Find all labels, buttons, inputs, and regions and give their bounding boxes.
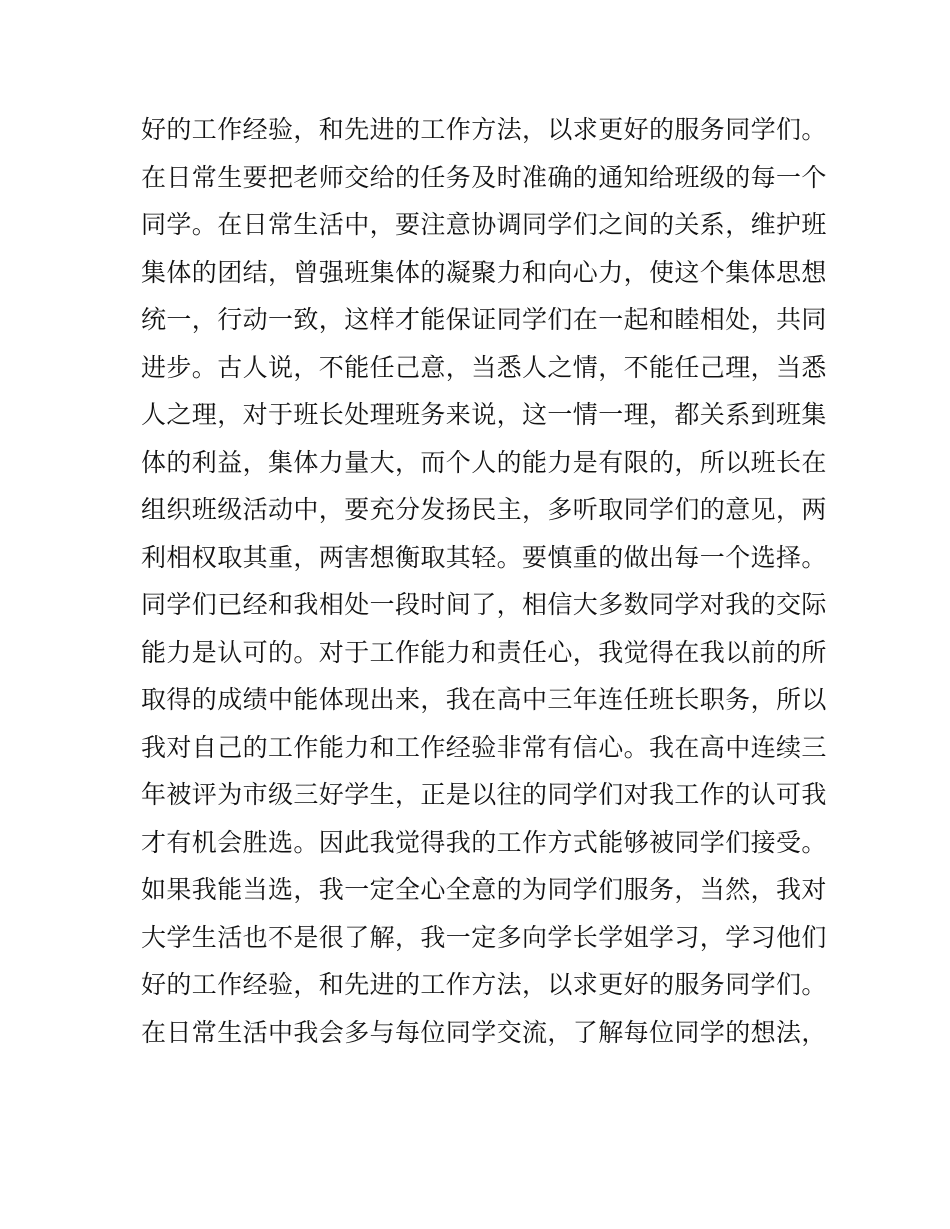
text-line: 体的利益，集体力量大，而个人的能力是有限的，所以班长在 — [141, 447, 827, 477]
text-line: 能力是认可的。对于工作能力和责任心，我觉得在我以前的所 — [141, 637, 827, 667]
text-line: 我对自己的工作能力和工作经验非常有信心。我在高中连续三 — [141, 732, 827, 762]
text-line: 取得的成绩中能体现出来，我在高中三年连任班长职务，所以 — [141, 685, 827, 714]
text-line: 好的工作经验，和先进的工作方法，以求更好的服务同学们。 — [141, 970, 827, 999]
text-line: 如果我能当选，我一定全心全意的为同学们服务，当然，我对 — [141, 875, 827, 904]
text-line: 在日常生活中我会多与每位同学交流，了解每位同学的想法， — [141, 1017, 827, 1047]
text-line: 年被评为市级三好学生，正是以往的同学们对我工作的认可我 — [141, 780, 827, 809]
text-line: 组织班级活动中，要充分发扬民主，多听取同学们的意见，两 — [141, 495, 827, 524]
text-line: 集体的团结，曾强班集体的凝聚力和向心力，使这个集体思想 — [141, 257, 827, 287]
text-line: 好的工作经验，和先进的工作方法，以求更好的服务同学们。 — [141, 115, 827, 144]
text-line: 同学。在日常生活中，要注意协调同学们之间的关系，维护班 — [141, 210, 827, 239]
text-line: 人之理，对于班长处理班务来说，这一情一理，都关系到班集 — [141, 400, 827, 429]
text-line: 统一，行动一致，这样才能保证同学们在一起和睦相处，共同 — [141, 305, 827, 334]
text-line: 同学们已经和我相处一段时间了，相信大多数同学对我的交际 — [141, 590, 827, 619]
text-line: 才有机会胜选。因此我觉得我的工作方式能够被同学们接受。 — [141, 827, 827, 857]
text-line: 利相权取其重，两害想衡取其轻。要慎重的做出每一个选择。 — [141, 542, 827, 572]
text-line: 大学生活也不是很了解，我一定多向学长学姐学习，学习他们 — [141, 922, 827, 952]
body-text — [141, 106, 841, 1056]
text-line: 在日常生要把老师交给的任务及时准确的通知给班级的每一个 — [141, 162, 827, 192]
text-line: 进步。古人说，不能任己意，当悉人之情，不能任己理，当悉 — [141, 352, 827, 382]
